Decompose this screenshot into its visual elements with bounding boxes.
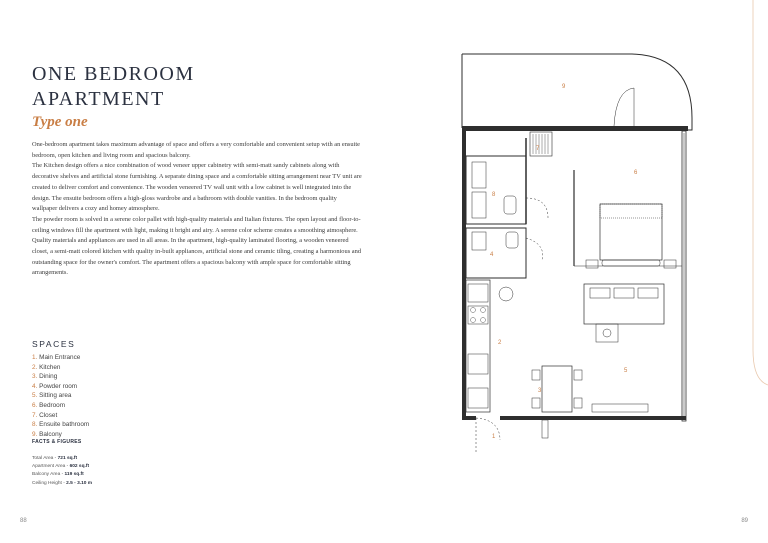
spaces-heading: SPACES — [32, 339, 76, 349]
list-item-number: 7. — [32, 411, 38, 419]
room-labels — [490, 84, 638, 440]
list-item-number: 4. — [32, 382, 38, 390]
room-label-3: 3 — [538, 388, 542, 394]
list-item-label: Sitting area — [39, 392, 72, 400]
room-label-7: 7 — [536, 146, 540, 152]
list-item-number: 2. — [32, 363, 38, 371]
room-label-1: 1 — [492, 434, 496, 440]
facts-list — [32, 455, 92, 488]
list-item — [32, 353, 89, 363]
spaces-list — [32, 353, 89, 439]
fact-value: 721 sq.ft — [57, 456, 78, 461]
entrance-door-swing — [476, 418, 500, 452]
fact-value: 2.5 - 3.10 m — [66, 480, 93, 486]
list-item-label: Dining — [39, 373, 58, 381]
list-item — [32, 411, 89, 421]
powder-room — [466, 228, 526, 278]
balcony-outline — [462, 54, 692, 130]
sofa — [584, 284, 664, 324]
list-item — [32, 430, 89, 440]
exterior-wall-top — [462, 126, 688, 131]
list-item-number: 6. — [32, 401, 38, 409]
list-item — [32, 363, 89, 373]
room-label-9: 9 — [562, 84, 566, 90]
list-item — [32, 382, 89, 392]
list-item — [32, 372, 89, 382]
room-label-6: 6 — [634, 170, 638, 176]
fact-item — [32, 463, 92, 471]
fact-label: Ceiling Height - — [32, 480, 67, 486]
description-paragraph-3: The powder room is solved in a serene color pallet with high-quality materials and Italian fixtures. The open layout and floor-to-ceiling windows fill the apartment with light, making it bright and airy. A serene color scheme creates a smoothing atmosphere. Quality materials and appliances are used in all areas. In the apartment, high-quality laminated flooring, a wooden veneered closet, a semi-matt colored kitchen with quality in-built appliances, artificial stone and ceramic tiling, creating a harmonious and outstanding space for the owner's comfort. The apartment offers a spacious balcony with ample space for comfortable sitting arrangements. — [32, 215, 362, 277]
list-item-label: Main Entrance — [39, 354, 81, 361]
coffee-table — [596, 324, 618, 342]
fact-value: 119 sq.ft — [64, 472, 84, 478]
list-item — [32, 401, 89, 411]
page-title — [32, 62, 292, 112]
description-paragraph-2: The Kitchen design offers a nice combination of wood veneer upper cabinetry with semi-matt sandy cabinets along with decorative shelves and artificial stone furnishing. A separate dining space and a comfortable sitting arrangement near TV unit are created to deliver comfort and convenience. The wooden veneered TV wall unit with a low cabinet is well integrated into the design. The ensuite bedroom offers a high-gloss wardrobe and a bathroom with double vanities. In the bedroom quality wallpaper delivers a cozy and homey atmosphere. — [32, 162, 362, 213]
page-number-left: 88 — [20, 518, 27, 524]
fact-item — [32, 471, 92, 479]
list-item-number: 8. — [32, 421, 38, 429]
list-item — [32, 391, 89, 401]
description — [32, 140, 362, 279]
fact-label: Balcony Area - — [32, 472, 65, 478]
list-item-number: 9. — [32, 430, 38, 438]
room-label-5: 5 — [624, 368, 628, 374]
list-item-number: 1. — [32, 354, 38, 361]
room-label-4: 4 — [490, 252, 494, 258]
fact-item — [32, 480, 92, 488]
room-label-8: 8 — [492, 192, 496, 198]
title-line-2: APARTMENT — [32, 88, 165, 110]
list-item-label: Bedroom — [39, 401, 66, 409]
bed — [600, 204, 662, 260]
exterior-wall-bottom — [500, 416, 686, 420]
ensuite-bathroom — [466, 156, 526, 224]
page-number-right: 89 — [741, 518, 748, 524]
decorative-curve — [752, 0, 768, 543]
description-paragraph-1: One-bedroom apartment takes maximum advantage of space and offers a very comfortable and convenient setup with an ensuite bedroom, open kitchen and living room and spacious balcony. — [32, 141, 360, 159]
list-item-number: 5. — [32, 392, 38, 400]
closet — [530, 132, 552, 156]
tv-unit — [592, 404, 648, 412]
facts-heading: FACTS & FIGURES — [32, 439, 82, 445]
dining-table — [542, 366, 572, 412]
fact-item — [32, 455, 92, 463]
list-item-label: Balcony — [39, 430, 62, 438]
subtitle: Type one — [32, 114, 88, 130]
balcony-door-swing — [614, 88, 634, 126]
exterior-wall-left — [462, 126, 466, 416]
room-label-2: 2 — [498, 340, 502, 346]
fact-value: 602 sq.ft — [69, 464, 90, 470]
floor-plan — [424, 48, 724, 478]
fact-label: Apartment Area - — [32, 464, 70, 470]
list-item-label: Ensuite bathroom — [39, 421, 90, 429]
list-item-label: Closet — [39, 411, 58, 419]
fact-label: Total Area - — [32, 456, 58, 461]
list-item-label: Kitchen — [39, 363, 61, 371]
list-item-number: 3. — [32, 373, 38, 381]
list-item — [32, 420, 89, 430]
list-item-label: Powder room — [39, 382, 78, 390]
title-line-1: ONE BEDROOM — [32, 63, 195, 85]
kitchen-counter — [466, 280, 490, 412]
